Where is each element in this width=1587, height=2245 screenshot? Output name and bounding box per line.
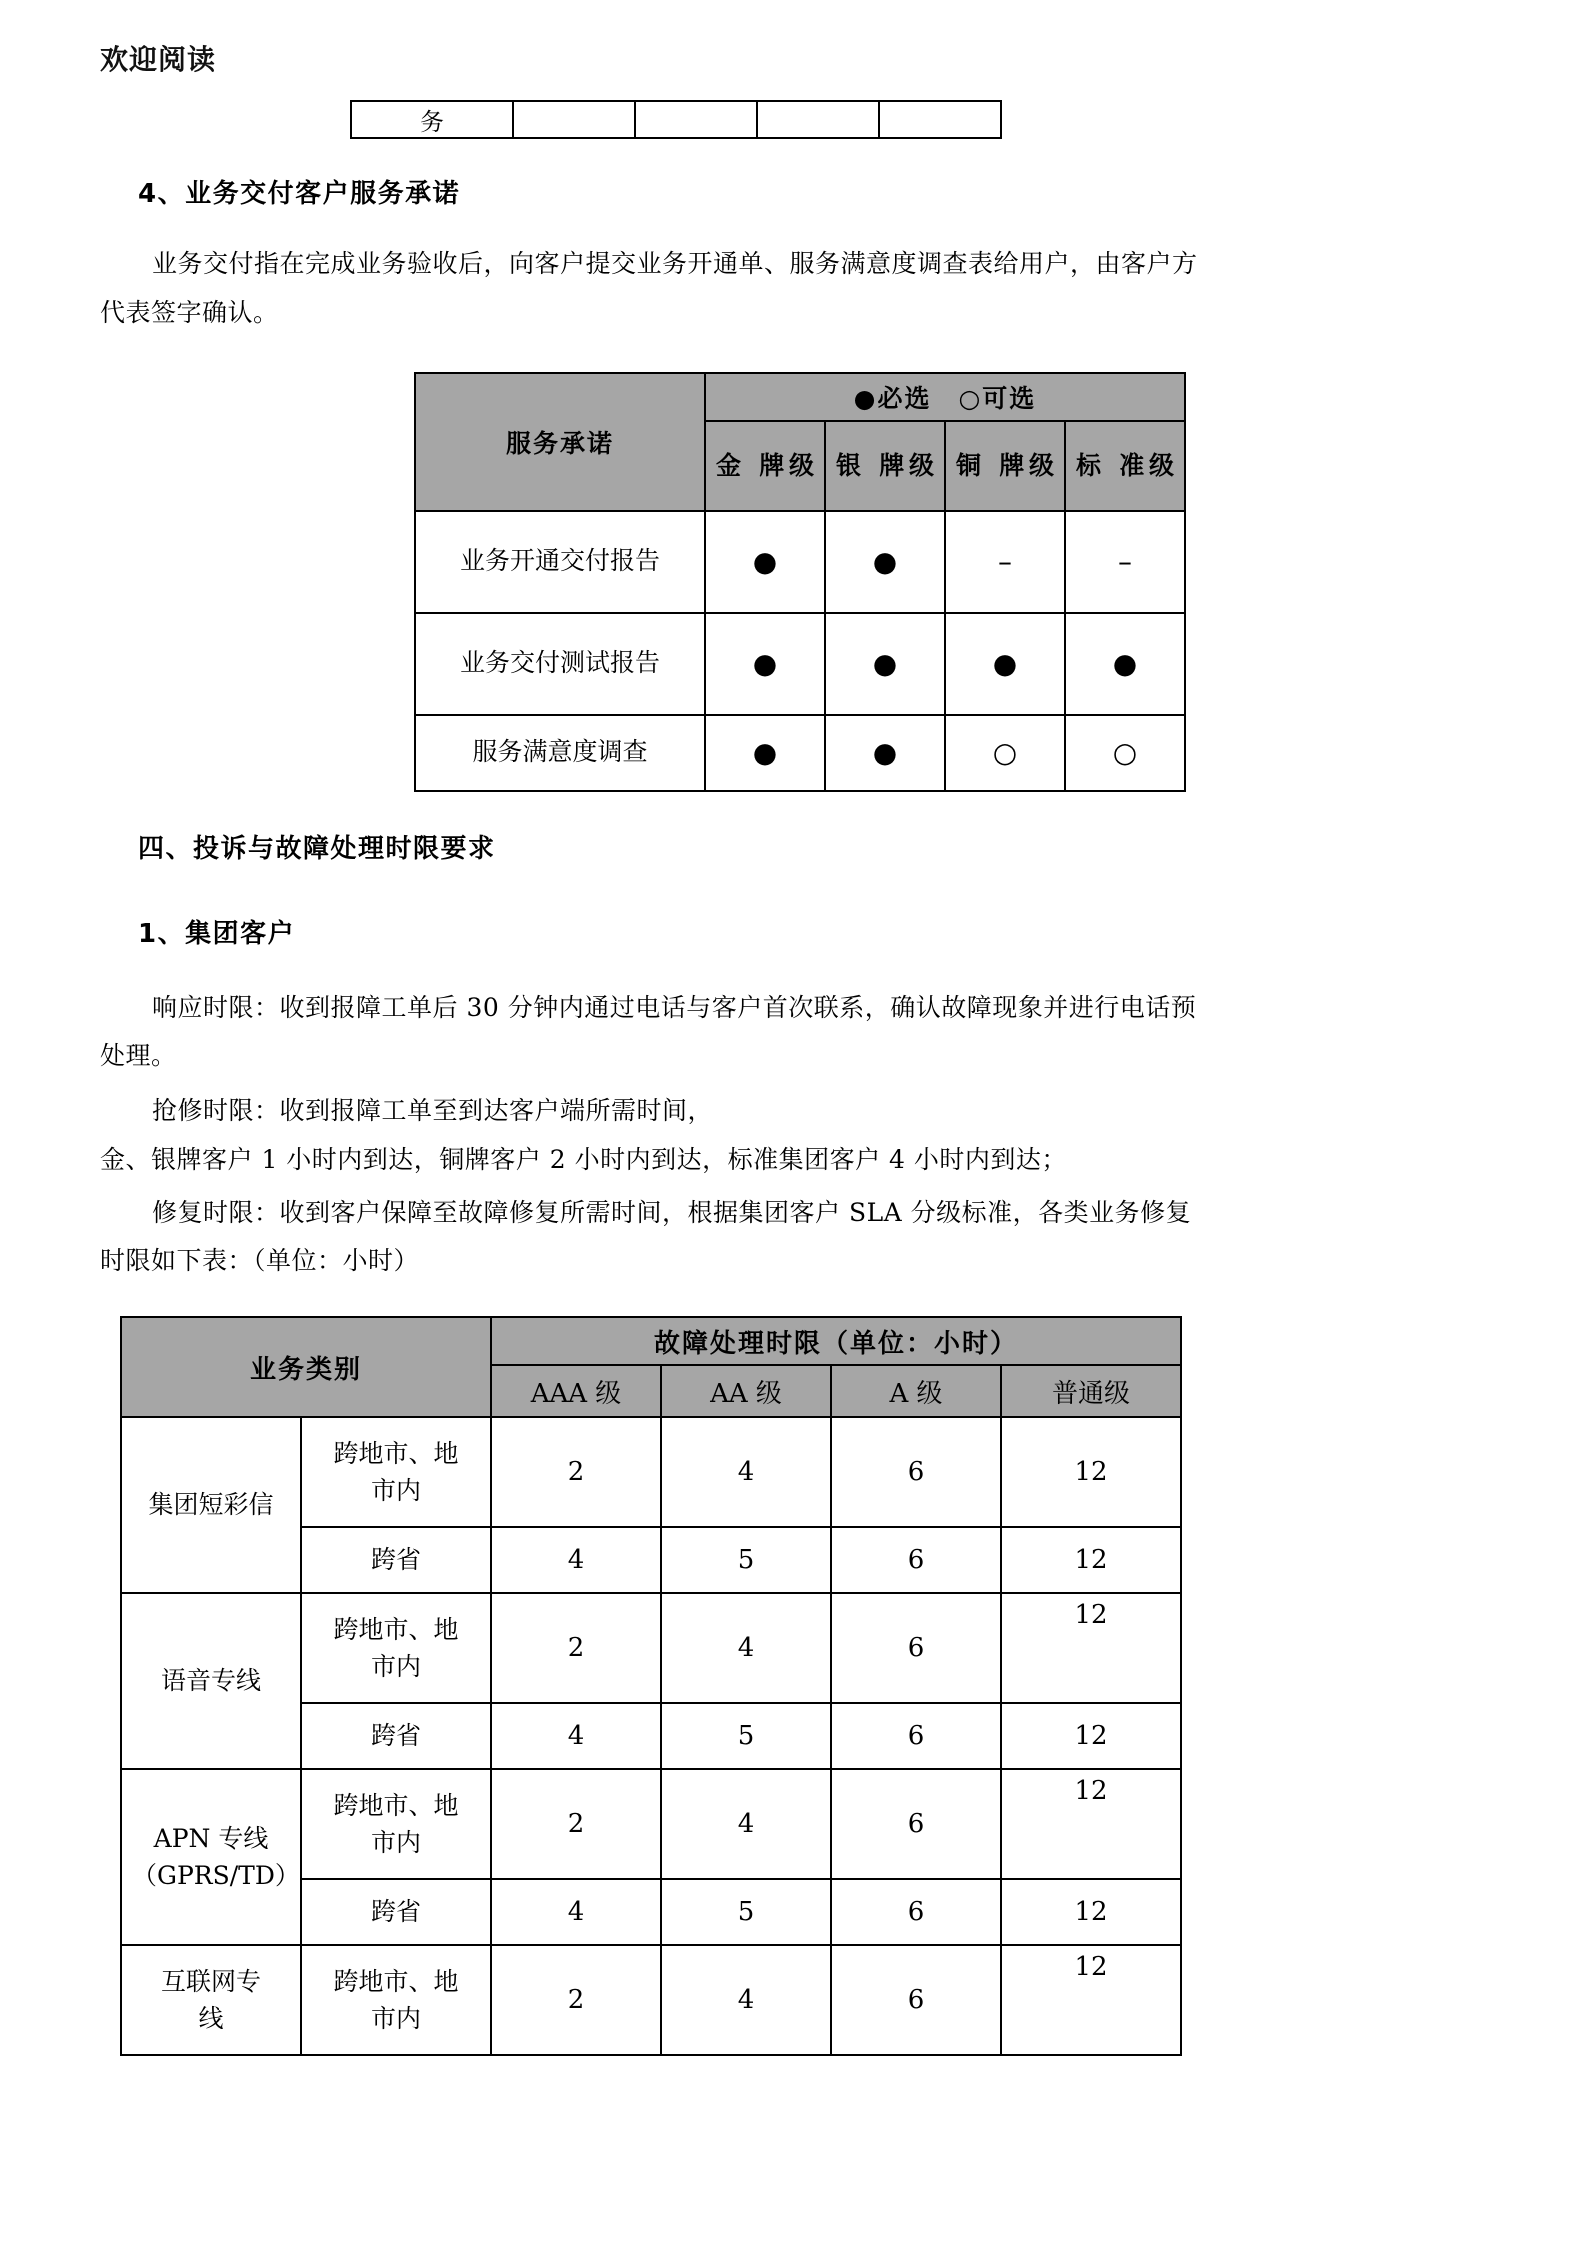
fault-subheader-normal: 普通级 — [1001, 1365, 1181, 1417]
repair-time-paragraph-line-2: 金、银牌客户 1 小时内到达，铜牌客户 2 小时内到达，标准集团客户 4 小时内到达； — [100, 1144, 1067, 1174]
section-4-heading: 4、业务交付客户服务承诺 — [138, 179, 461, 209]
service-commitment-table-wrapper — [100, 372, 1500, 792]
commit-mark: ● — [825, 715, 945, 791]
fault-scope-line-1: 跨地市、地 — [333, 1790, 459, 1820]
cut-cell-3 — [635, 101, 757, 138]
fault-value: 4 — [661, 1593, 831, 1703]
commit-mark: – — [1065, 511, 1185, 613]
table-row — [121, 1769, 1181, 1879]
table-row — [351, 101, 1001, 138]
commit-grade-silver: 银 牌级 — [825, 421, 945, 511]
fault-scope-line-2: 市内 — [371, 1828, 422, 1857]
fault-category-line-1: APN 专线 — [153, 1823, 269, 1853]
table-row — [415, 511, 1185, 613]
fault-value: 5 — [661, 1879, 831, 1945]
restore-time-paragraph-line-1: 修复时限：收到客户保障至故障修复所需时间，根据集团客户 SLA 分级标准，各类业务修复 — [152, 1197, 1192, 1227]
cut-cell-2 — [513, 101, 635, 138]
commit-mark: ● — [1065, 613, 1185, 715]
fault-value: 4 — [491, 1527, 661, 1593]
fault-scope-cell — [301, 1945, 491, 2055]
fault-value: 12 — [1001, 1593, 1181, 1703]
fault-value: 2 — [491, 1593, 661, 1703]
fault-value: 5 — [661, 1527, 831, 1593]
fault-value: 2 — [491, 1417, 661, 1527]
section-iv-sub-1-heading: 1、集团客户 — [138, 918, 296, 949]
continued-table — [350, 100, 1002, 139]
fault-value: 12 — [1001, 1417, 1181, 1527]
response-time-paragraph-line-2: 处理。 — [100, 1041, 177, 1071]
table-row — [415, 715, 1185, 791]
fault-scope-cell: 跨省 — [301, 1527, 491, 1593]
fault-handling-table — [120, 1316, 1182, 2056]
fault-scope-line-1: 跨地市、地 — [333, 1966, 459, 1996]
cut-cell-4 — [757, 101, 879, 138]
fault-category-cell — [121, 1417, 301, 1593]
fault-category-cell: 语音专线 — [121, 1593, 301, 1769]
fault-category-header: 业务类别 — [121, 1317, 491, 1417]
fault-value: 12 — [1001, 1945, 1181, 2055]
fault-category-line-1: 集团短彩信 — [148, 1490, 274, 1520]
fault-scope-line-2: 市内 — [371, 1476, 422, 1505]
table-row — [415, 613, 1185, 715]
fault-scope-line-2: 市内 — [371, 1652, 422, 1681]
table-row — [121, 1945, 1181, 2055]
fault-value: 4 — [661, 1417, 831, 1527]
fault-span-header: 故障处理时限（单位：小时） — [491, 1317, 1181, 1365]
fault-value: 6 — [831, 1945, 1001, 2055]
fault-scope-cell: 跨省 — [301, 1879, 491, 1945]
fault-value: 4 — [661, 1769, 831, 1879]
commit-col-label: 服务承诺 — [415, 373, 705, 511]
commit-grade-bronze: 铜 牌级 — [945, 421, 1065, 511]
fault-value: 6 — [831, 1593, 1001, 1703]
fault-category-line-1: 互联网专 — [160, 1966, 261, 1996]
repair-time-paragraph-line-1: 抢修时限：收到报障工单至到达客户端所需时间， — [152, 1096, 714, 1125]
fault-subheader-aaa: AAA 级 — [491, 1365, 661, 1417]
commit-mark: ○ — [945, 715, 1065, 791]
section-4-paragraph-line-1: 业务交付指在完成业务验收后，向客户提交业务开通单、服务满意度调查表给用户，由客户方 — [152, 249, 1198, 278]
fault-value: 6 — [831, 1417, 1001, 1527]
commit-grade-gold: 金 牌级 — [705, 421, 825, 511]
fault-scope-line-1: 跨地市、地 — [333, 1438, 459, 1468]
commit-mark: ● — [825, 613, 945, 715]
fault-scope-cell — [301, 1593, 491, 1703]
fault-scope-line-1: 跨地市、地 — [333, 1614, 459, 1644]
fault-scope-cell — [301, 1417, 491, 1527]
commit-mark: ● — [945, 613, 1065, 715]
fault-value: 12 — [1001, 1703, 1181, 1769]
commit-row-label: 业务开通交付报告 — [415, 511, 705, 613]
cut-cell-1: 务 — [351, 101, 513, 138]
response-time-paragraph-line-1: 响应时限：收到报障工单后 30 分钟内通过电话与客户首次联系，确认故障现象并进行电话预 — [152, 992, 1197, 1022]
fault-subheader-a: A 级 — [831, 1365, 1001, 1417]
commit-legend: ●必选 ○可选 — [705, 373, 1185, 421]
restore-time-paragraph-line-2: 时限如下表：（单位：小时） — [100, 1246, 420, 1276]
commit-mark: ● — [825, 511, 945, 613]
fault-value: 6 — [831, 1527, 1001, 1593]
fault-value: 12 — [1001, 1879, 1181, 1945]
service-commitment-table — [414, 372, 1186, 792]
section-4-paragraph-line-2: 代表签字确认。 — [100, 297, 279, 327]
fault-value: 5 — [661, 1703, 831, 1769]
fault-value: 12 — [1001, 1769, 1181, 1879]
fault-value: 4 — [491, 1703, 661, 1769]
commit-grade-standard: 标 准级 — [1065, 421, 1185, 511]
commit-mark: ● — [705, 715, 825, 791]
commit-row-label: 业务交付测试报告 — [415, 613, 705, 715]
fault-category-cell — [121, 1769, 301, 1945]
commit-header-row-1 — [415, 373, 1185, 421]
commit-mark: ○ — [1065, 715, 1185, 791]
fault-value: 6 — [831, 1769, 1001, 1879]
section-iv-heading: 四、投诉与故障处理时限要求 — [138, 833, 496, 864]
fault-value: 2 — [491, 1769, 661, 1879]
table-row — [121, 1593, 1181, 1703]
fault-category-line-2: （GPRS/TD） — [132, 1861, 300, 1890]
fault-category-cell — [121, 1945, 301, 2055]
table-row — [121, 1417, 1181, 1527]
commit-mark: ● — [705, 511, 825, 613]
fault-value: 4 — [491, 1879, 661, 1945]
fault-value: 4 — [661, 1945, 831, 2055]
fault-category-line-2: 线 — [198, 2004, 224, 2033]
fault-value: 6 — [831, 1879, 1001, 1945]
fault-value: 12 — [1001, 1527, 1181, 1593]
commit-mark: – — [945, 511, 1065, 613]
fault-subheader-aa: AA 级 — [661, 1365, 831, 1417]
document-content — [100, 0, 1500, 2056]
fault-scope-cell: 跨省 — [301, 1703, 491, 1769]
fault-value: 6 — [831, 1703, 1001, 1769]
cut-cell-5 — [879, 101, 1001, 138]
continued-table-fragment — [350, 100, 1500, 139]
fault-value: 2 — [491, 1945, 661, 2055]
fault-scope-line-2: 市内 — [371, 2004, 422, 2033]
commit-mark: ● — [705, 613, 825, 715]
commit-row-label: 服务满意度调查 — [415, 715, 705, 791]
fault-handling-table-wrapper — [120, 1316, 1500, 2056]
page-header-watermark: 欢迎阅读 — [100, 43, 217, 76]
fault-scope-cell — [301, 1769, 491, 1879]
fault-header-row-1 — [121, 1317, 1181, 1365]
